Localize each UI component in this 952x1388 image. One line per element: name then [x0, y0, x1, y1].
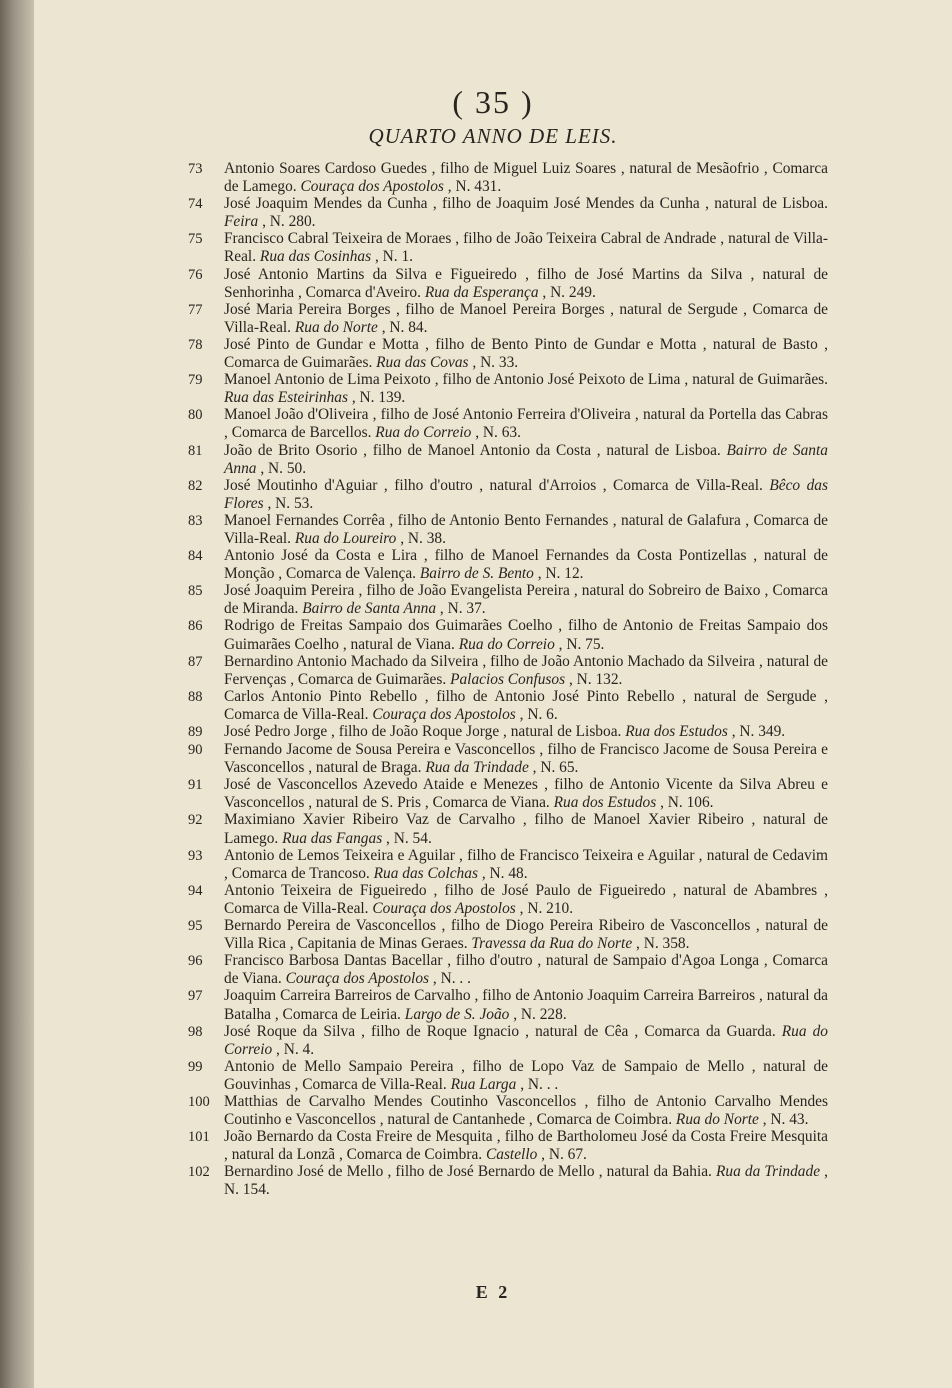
- list-item: [188, 582, 828, 617]
- list-item: [188, 230, 828, 265]
- list-item: [188, 442, 828, 477]
- entry-number: 79: [188, 372, 203, 389]
- entry-number: 102: [188, 1164, 210, 1181]
- entry-number: 88: [188, 688, 203, 705]
- entry-text: Antonio de Lemos Teixeira e Aguilar , filho de Francisco Teixeira e Aguilar , natural de Cedavim , Comarca de Trancoso.: [224, 846, 828, 882]
- entry-text: Matthias de Carvalho Mendes Coutinho Vasconcellos , filho de Antonio Carvalho Mendes Coutinho e Vasconcellos , natural de Cantanhede , Comarca de Coimbra.: [224, 1092, 828, 1129]
- list-item: [188, 512, 828, 547]
- entry-number: 93: [188, 847, 203, 864]
- entry-house-number: , N. 249.: [542, 283, 596, 301]
- entry-number: 83: [188, 512, 203, 529]
- entry-text: José de Vasconcellos Azevedo Ataide e Menezes , filho de Antonio Vicente da Silva Abreu e Vasconcellos , natural de S. Pris , Comarca de Viana.: [224, 776, 828, 812]
- entry-number: 87: [188, 653, 203, 670]
- printer-signature-mark: E 2: [475, 1282, 511, 1302]
- entry-street: Feira: [224, 213, 259, 231]
- entry-house-number: , N. 75.: [558, 635, 605, 653]
- entry-text: Carlos Antonio Pinto Rebello , filho de Antonio José Pinto Rebello , natural de Sergude , Comarca de Villa-Real.: [224, 687, 828, 723]
- entry-house-number: , N. 280.: [262, 213, 316, 231]
- entry-number: 95: [188, 918, 203, 935]
- list-item: [188, 301, 828, 336]
- entry-text: Antonio Soares Cardoso Guedes , filho de Miguel Luiz Soares , natural de Mesãofrio , Comarca de Lamego.: [224, 160, 828, 196]
- entry-number: 94: [188, 882, 203, 899]
- entry-street: Rua das Fangas: [282, 829, 383, 847]
- list-item: [188, 1058, 828, 1093]
- entry-text: Francisco Cabral Teixeira de Moraes , filho de João Teixeira Cabral de Andrade , natural de Villa-Real.: [224, 230, 828, 266]
- entry-street: Rua das Covas: [376, 354, 469, 372]
- entry-street: Bairro de Santa Anna: [302, 600, 437, 618]
- entry-number: 75: [188, 231, 203, 248]
- entry-text: Bernardino José de Mello , filho de José Bernardo de Mello , natural da Bahia.: [224, 1163, 712, 1181]
- entry-text: João de Brito Osorio , filho de Manoel Antonio da Costa , natural de Lisboa.: [224, 441, 721, 459]
- list-item: [188, 952, 828, 987]
- entry-street: Rua dos Estudos: [553, 794, 657, 812]
- entry-house-number: , N. 54.: [386, 829, 432, 847]
- entry-street: Couraça dos Apostolos: [285, 970, 430, 988]
- list-item: [188, 917, 828, 952]
- entry-number: 84: [188, 548, 203, 565]
- entry-house-number: , N. 50.: [260, 459, 307, 477]
- entry-text: José Maria Pereira Borges , filho de Manoel Pereira Borges , natural de Sergude , Comarca de Villa-Real.: [224, 300, 828, 336]
- entry-number: 101: [188, 1129, 210, 1146]
- entry-house-number: , N. 48.: [481, 864, 528, 882]
- entry-street: Rua dos Estudos: [625, 723, 728, 740]
- entry-house-number: , N. 37.: [439, 600, 486, 618]
- entry-street: Palacios Confusos: [450, 670, 566, 688]
- entry-number: 80: [188, 407, 203, 424]
- entry-text: Bernardino Antonio Machado da Silveira , filho de João Antonio Machado da Silveira , natural de Fervenças , Comarca de Guimarães.: [224, 652, 828, 688]
- entry-number: 91: [188, 777, 203, 794]
- entry-street: Rua do Norte: [294, 318, 378, 336]
- entry-street: Bêco das Flores: [224, 476, 828, 512]
- entry-street: Rua da Trindade: [716, 1163, 821, 1181]
- list-item: [188, 987, 828, 1022]
- list-item: [188, 882, 828, 917]
- entry-text: Manoel João d'Oliveira , filho de José Antonio Ferreira d'Oliveira , natural da Portella das Cabras , Comarca de Barcellos.: [224, 406, 828, 442]
- list-item: [188, 653, 828, 688]
- list-item: [188, 811, 828, 846]
- entry-house-number: , N. 65.: [532, 759, 579, 777]
- entry-house-number: , N. 33.: [472, 354, 519, 372]
- entry-street: Bairro de S. Bento: [419, 565, 534, 583]
- page-number: ( 35 ): [452, 84, 534, 120]
- list-item: [188, 266, 828, 301]
- list-item: [188, 1163, 828, 1198]
- entry-street: Bairro de Santa Anna: [224, 441, 828, 477]
- entry-house-number: , N. . .: [432, 970, 471, 988]
- entry-street: Rua da Trindade: [425, 759, 529, 777]
- entry-house-number: , N. 228.: [513, 1005, 567, 1023]
- list-item: [188, 406, 828, 441]
- book-page: [34, 0, 952, 1388]
- entry-number: 96: [188, 953, 203, 970]
- entry-text: José Antonio Martins da Silva e Figueiredo , filho de José Martins da Silva , natural de Senhorinha , Comarca d'Aveiro.: [224, 265, 828, 301]
- entry-list: [188, 160, 828, 1199]
- list-item: [188, 847, 828, 882]
- entry-text: José Joaquim Pereira , filho de João Evangelista Pereira , natural do Sobreiro de Baixo , Comarca de Miranda.: [224, 582, 828, 618]
- entry-street: Rua do Correio: [224, 1022, 828, 1058]
- entry-house-number: , N. 4.: [276, 1040, 315, 1058]
- entry-text: José Moutinho d'Aguiar , filho d'outro , natural d'Arroios , Comarca de Villa-Real.: [224, 476, 763, 494]
- list-item: [188, 617, 828, 652]
- entry-house-number: , N. 53.: [267, 494, 314, 512]
- entry-text: Antonio Teixeira de Figueiredo , filho de José Paulo de Figueiredo , natural de Abambres , Comarca de Villa-Real.: [224, 881, 828, 917]
- entry-house-number: , N. 67.: [541, 1146, 587, 1164]
- entry-house-number: , N. 431.: [447, 178, 502, 196]
- entry-house-number: , N. 1.: [374, 248, 414, 266]
- list-item: [188, 160, 828, 195]
- entry-text: Joaquim Carreira Barreiros de Carvalho , filho de Antonio Joaquim Carreira Barreiros , natural da Batalha , Comarca de Leiria.: [224, 987, 828, 1023]
- list-item: [188, 195, 828, 230]
- entry-text: Antonio José da Costa e Lira , filho de Manoel Fernandes da Costa Pontizellas , natural de Monção , Comarca de Valença.: [224, 547, 828, 583]
- entry-number: 86: [188, 618, 203, 635]
- list-item: [188, 1093, 828, 1128]
- list-item: [188, 336, 828, 371]
- entry-number: 76: [188, 266, 203, 283]
- entry-number: 78: [188, 336, 203, 353]
- entry-number: 100: [188, 1093, 210, 1110]
- entry-street: Rua do Correio: [458, 635, 555, 653]
- entry-text: Rodrigo de Freitas Sampaio dos Guimarães Coelho , filho de Antonio de Freitas Sampaio dos Guimarães Coelho , natural de Viana.: [224, 617, 828, 653]
- entry-number: 89: [188, 724, 203, 740]
- entry-street: Rua das Esteirinhas: [224, 389, 348, 407]
- list-item: [188, 371, 828, 406]
- entry-number: 74: [188, 196, 203, 213]
- entry-house-number: , N. 12.: [537, 565, 584, 583]
- entry-number: 98: [188, 1023, 203, 1040]
- entry-text: Fernando Jacome de Sousa Pereira e Vasconcellos , filho de Francisco Jacome de Sousa Pereira e Vasconcellos , natural de Braga.: [224, 741, 828, 777]
- list-item: [188, 776, 828, 811]
- entry-text: João Bernardo da Costa Freire de Mesquita , filho de Bartholomeu José da Costa Freire Mesquita , natural da Lonzã , Comarca de Coimbra.: [224, 1128, 828, 1164]
- entry-text: Francisco Barbosa Dantas Bacellar , filho d'outro , natural de Sampaio d'Agoa Longa , Comarca de Viana.: [224, 952, 828, 988]
- list-item: [188, 688, 828, 723]
- entry-text: José Roque da Silva , filho de Roque Ignacio , natural de Cêa , Comarca da Guarda.: [224, 1022, 776, 1040]
- list-item: [188, 723, 828, 741]
- entry-house-number: , N. 63.: [475, 424, 521, 442]
- list-item: [188, 1023, 828, 1058]
- entry-street: Rua do Loureiro: [294, 529, 397, 547]
- entry-house-number: , N. 349.: [731, 723, 786, 740]
- entry-number: 90: [188, 742, 203, 759]
- entry-street: Rua das Cosinhas: [259, 248, 372, 266]
- entry-street: Couraça dos Apostolos: [300, 178, 444, 196]
- entry-number: 81: [188, 442, 203, 459]
- entry-house-number: , N. 106.: [660, 794, 714, 812]
- entry-text: José Joaquim Mendes da Cunha , filho de Joaquim José Mendes da Cunha , natural de Lisboa.: [224, 195, 828, 213]
- entry-text: José Pedro Jorge , filho de João Roque Jorge , natural de Lisboa.: [224, 723, 622, 740]
- running-head: QUARTO ANNO DE LEIS.: [368, 124, 618, 148]
- entry-number: 97: [188, 988, 203, 1005]
- entry-text: Bernardo Pereira de Vasconcellos , filho de Diogo Pereira Ribeiro de Vasconcellos , natural de Villa Rica , Capitania de Minas Geraes.: [224, 917, 828, 953]
- list-item: [188, 1128, 828, 1163]
- entry-number: 92: [188, 812, 203, 829]
- entry-street: Rua Larga: [450, 1075, 517, 1093]
- book-binding-edge: [0, 0, 34, 1388]
- entry-street: Rua do Norte: [675, 1111, 759, 1129]
- entry-street: Travessa da Rua do Norte: [471, 935, 633, 953]
- entry-text: Manoel Antonio de Lima Peixoto , filho de Antonio José Peixoto de Lima , natural de Guimarães.: [224, 371, 828, 389]
- entry-number: 82: [188, 477, 203, 494]
- entry-number: 85: [188, 583, 203, 600]
- entry-street: Rua das Colchas: [373, 864, 478, 882]
- entry-house-number: , N. 38.: [400, 529, 446, 547]
- entry-house-number: , N. 132.: [568, 670, 623, 688]
- entry-street: Largo de S. João: [404, 1005, 510, 1023]
- entry-street: Rua da Esperança: [424, 283, 539, 301]
- entry-text: Manoel Fernandes Corrêa , filho de Antonio Bento Fernandes , natural de Galafura , Comarca de Villa-Real.: [224, 511, 828, 547]
- entry-street: Couraça dos Apostolos: [372, 899, 516, 917]
- entry-house-number: , N. 139.: [351, 389, 406, 407]
- entry-house-number: , N. 210.: [519, 899, 574, 917]
- list-item: [188, 741, 828, 776]
- entry-text: Antonio de Mello Sampaio Pereira , filho de Lopo Vaz de Sampaio de Mello , natural de Gouvinhas , Comarca de Villa-Real.: [224, 1057, 828, 1093]
- entry-street: Castello: [485, 1146, 538, 1164]
- entry-house-number: , N. 84.: [381, 318, 428, 336]
- entry-house-number: , N. 154.: [224, 1163, 828, 1199]
- entry-street: Couraça dos Apostolos: [372, 705, 516, 723]
- entry-number: 99: [188, 1058, 203, 1075]
- entry-street: Rua do Correio: [375, 424, 472, 442]
- entry-number: 73: [188, 161, 203, 177]
- entry-text: José Pinto de Gundar e Motta , filho de Bento Pinto de Gundar e Motta , natural de Basto , Comarca de Guimarães.: [224, 335, 828, 372]
- list-item: [188, 547, 828, 582]
- entry-number: 77: [188, 301, 203, 318]
- entry-house-number: , N. 43.: [762, 1111, 809, 1129]
- entry-house-number: , N. . .: [520, 1075, 559, 1093]
- entry-house-number: , N. 358.: [636, 935, 690, 953]
- list-item: [188, 477, 828, 512]
- entry-text: Maximiano Xavier Ribeiro Vaz de Carvalho , filho de Manoel Xavier Ribeiro , natural de Lamego.: [224, 811, 828, 847]
- entry-house-number: , N. 6.: [519, 705, 558, 723]
